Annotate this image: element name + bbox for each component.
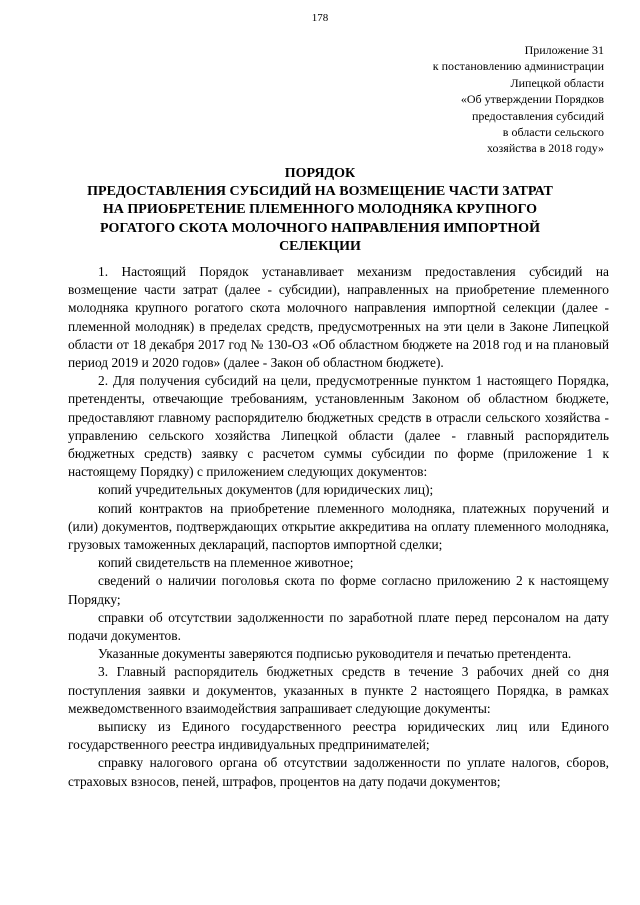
- paragraph-1: 1. Настоящий Порядок устанавливает механизм предоставления субсидий на возмещение части затрат (далее - субсидии), направленных на приобретение племенного молодняка крупного рогатого скота молочного направления импортной селекции (далее - племенной молодняк) в пределах средств, предусмотренных на эти цели в Законе Липецкой области от 18 декабря 2017 год № 130-ОЗ «Об областном бюджете на 2018 год и на плановый период 2019 и 2020 годов» (далее - Закон об областном бюджете).: [68, 264, 609, 371]
- list-item: выписку из Единого государственного реестра юридических лиц или Единого государственного реестра индивидуальных предпринимателей;: [68, 719, 609, 753]
- list-item: справки об отсутствии задолженности по заработной плате перед персоналом на дату подачи документов.: [68, 609, 609, 644]
- list-item: копий контрактов на приобретение племенного молодняка, платежных поручений и (или) документов, подтверждающих открытие аккредитива на оплату племенного молодняка, грузовых таможенных деклараций, паспортов импортной сделки;: [68, 500, 609, 553]
- appendix-line: Липецкой области: [510, 75, 604, 90]
- title-line: СЕЛЕКЦИИ: [279, 238, 361, 254]
- page-number: 178: [311, 12, 329, 24]
- appendix-line: хозяйства в 2018 году»: [487, 141, 604, 156]
- appendix-line: «Об утверждении Порядков: [460, 92, 604, 107]
- appendix-header: [364, 42, 604, 157]
- appendix-line: в области сельского: [502, 125, 604, 140]
- appendix-line: предоставления субсидий: [471, 108, 604, 123]
- title-line: НА ПРИОБРЕТЕНИЕ ПЛЕМЕННОГО МОЛОДНЯКА КРУПНОГО: [102, 202, 538, 218]
- document-title: [60, 165, 580, 256]
- list-item: справку налогового органа об отсутствии задолженности по уплате налогов, сборов, страховых взносов, пеней, штрафов, процентов на дату подачи документов;: [68, 755, 609, 789]
- appendix-line: к постановлению администрации: [432, 59, 604, 74]
- list-item: копий свидетельств на племенное животное;: [98, 555, 354, 571]
- title-line: ПРЕДОСТАВЛЕНИЯ СУБСИДИЙ НА ВОЗМЕЩЕНИЕ ЧАСТИ ЗАТРАТ: [87, 184, 553, 200]
- document-body: [68, 263, 609, 791]
- title-line: РОГАТОГО СКОТА МОЛОЧНОГО НАПРАВЛЕНИЯ ИМПОРТНОЙ: [99, 220, 541, 236]
- list-item: копий учредительных документов (для юридических лиц);: [98, 482, 434, 498]
- paragraph-note: Указанные документы заверяются подписью руководителя и печатью претендента.: [98, 646, 572, 662]
- paragraph-2: 2. Для получения субсидий на цели, предусмотренные пунктом 1 настоящего Порядка, претенденты, отвечающие требованиям, установленным Законом об областном бюджете, предоставляют главному распорядителю бюджетных средств в отрасли сельского хозяйства - управлению сельского хозяйства Липецкой области (далее - главный распорядитель бюджетных средств) заявку с расчетом суммы субсидии по форме (приложение 1 к настоящему Порядку) с приложением следующих документов:: [68, 373, 609, 480]
- appendix-line: Приложение 31: [524, 43, 604, 57]
- title-line: ПОРЯДОК: [284, 166, 356, 181]
- list-item: сведений о наличии поголовья скота по форме согласно приложению 2 к настоящему Порядку;: [68, 573, 609, 607]
- paragraph-3: 3. Главный распорядитель бюджетных средств в течение 3 рабочих дней со дня поступления заявки и документов, указанных в пункте 2 настоящего Порядка, в рамках межведомственного взаимодействия запрашивает следующие документы:: [68, 664, 609, 716]
